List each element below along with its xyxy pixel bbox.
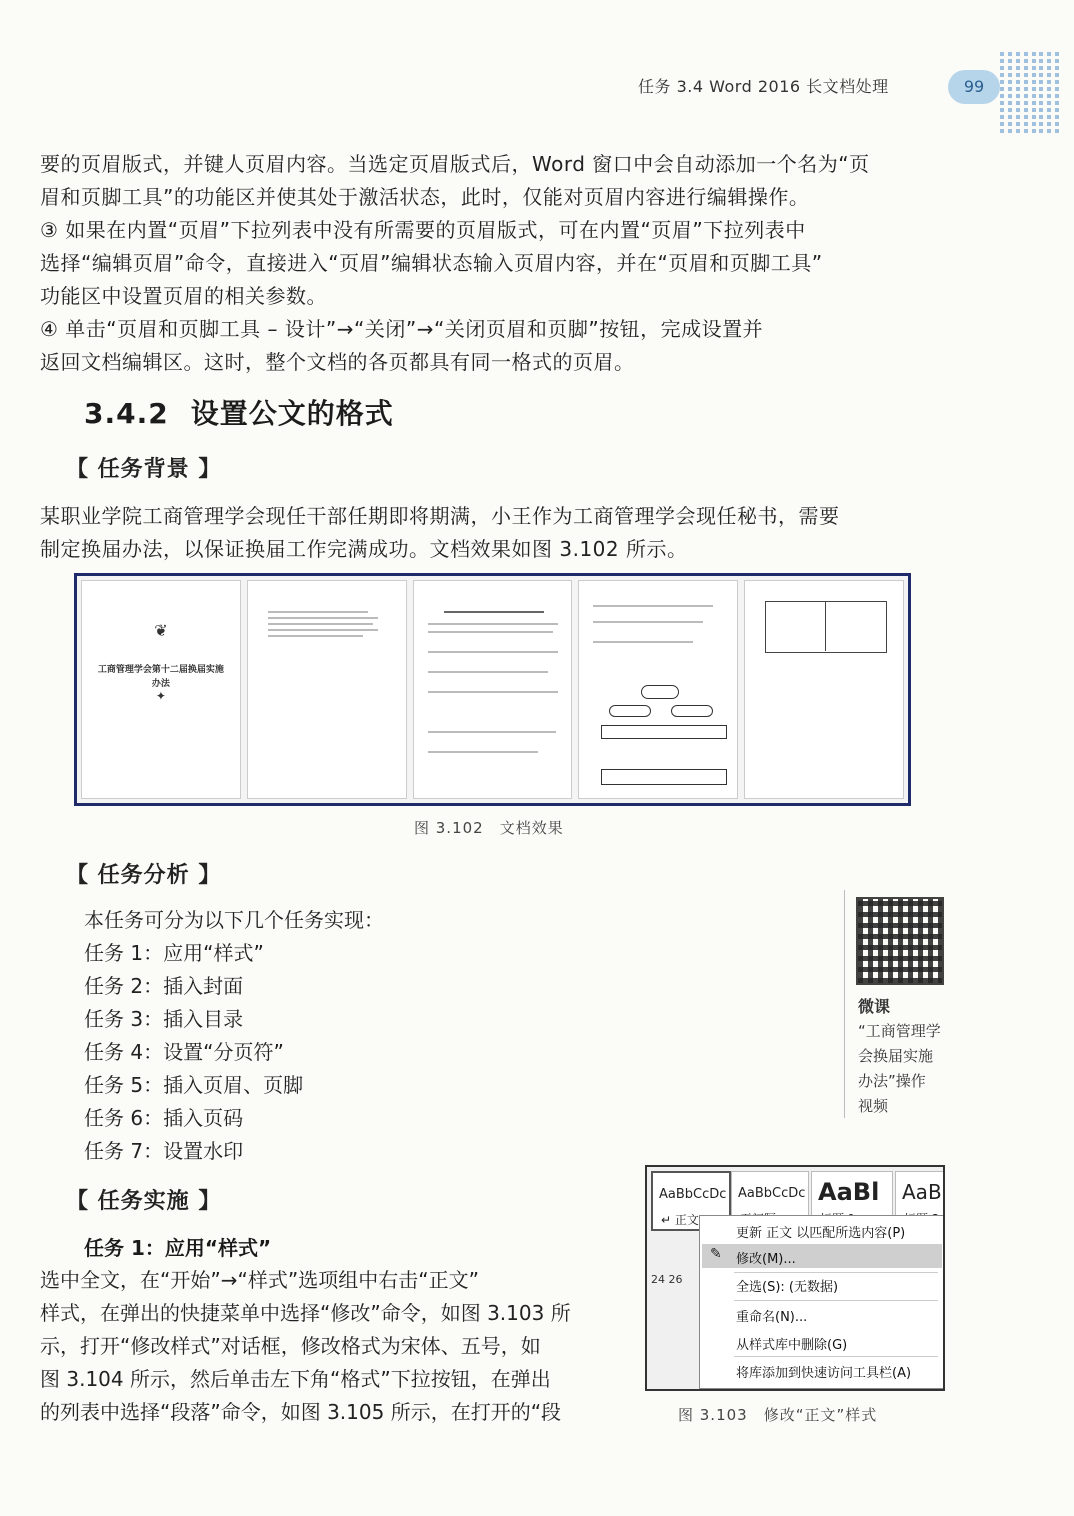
decorative-dot-grid (1000, 52, 1060, 126)
task-analysis-heading: 【 任务分析 】 (66, 863, 222, 888)
sidebar-divider (844, 890, 845, 1118)
menu-item-update[interactable]: 更新 正文 以匹配所选内容(P) (736, 1226, 906, 1241)
thumb-cover (81, 580, 241, 799)
list-item: 任务 3：插入目录 (84, 1007, 244, 1031)
task-background-heading: 【 任务背景 】 (66, 457, 222, 482)
figure-3-103-caption: 图 3.103 修改“正文”样式 (678, 1406, 878, 1424)
running-header: 任务 3.4 Word 2016 长文档处理 (638, 77, 889, 96)
page-number: 99 (948, 70, 1000, 104)
menu-item-rename[interactable]: 重命名(N)... (736, 1310, 808, 1325)
section-title: 3.4.2 设置公文的格式 (84, 397, 394, 430)
paragraph-4: 某职业学院工商管理学会现任干部任期即将期满，小王作为工商管理学会现任秘书，需要 制定换届办法，以保证换届工作完满成功。文档效果如图 3.102 所示。 (40, 504, 840, 561)
task-1-heading: 任务 1：应用“样式” (84, 1236, 272, 1260)
list-item: 任务 4：设置“分页符” (84, 1040, 284, 1064)
style-heading-1[interactable]: AaBl (811, 1171, 893, 1229)
cover-title: 工商管理学会第十二届换届实施办法 (97, 665, 224, 689)
qr-note: 微课 “工商管理学 会换届实施 办法”操作 视频 (858, 997, 941, 1115)
thumb-table (744, 580, 904, 799)
ornament-small-icon: ✦ (155, 689, 166, 703)
thumb-chart (578, 580, 738, 799)
menu-item-remove[interactable]: 从样式库中删除(G) (736, 1338, 848, 1353)
list-item: 任务 6：插入页码 (84, 1106, 244, 1130)
paragraph-3: ④ 单击“页眉和页脚工具 – 设计”→“关闭”→“关闭页眉和页脚”按钮，完成设置并 返回文档编辑区。这时，整个文档的各页都具有同一格式的页眉。 (40, 317, 764, 374)
paragraph-5: 选中全文，在“开始”→“样式”选项组中右击“正文” 样式，在弹出的快捷菜单中选择“修改”命令，如图 3.103 所 示，打开“修改样式”对话框，修改格式为宋体、五号，如 图 3.104 所示，然后单击左下角“格式”下拉按钮，在弹出 的列表中选择“段落”命令，如图 3.105 所示，在打开的“段 (40, 1268, 571, 1424)
task-implementation-heading: 【 任务实施 】 (66, 1189, 222, 1214)
list-item: 任务 7：设置水印 (84, 1139, 244, 1163)
list-item: 任务 2：插入封面 (84, 974, 244, 998)
qr-code[interactable] (856, 897, 944, 985)
figure-3-102-caption: 图 3.102 文档效果 (414, 819, 564, 837)
context-menu (699, 1215, 945, 1389)
figure-modify-style (645, 1165, 945, 1391)
menu-item-modify[interactable]: 修改(M)... (736, 1252, 796, 1267)
figure-document-effect (74, 573, 911, 806)
list-intro: 本任务可分为以下几个任务实现： (84, 908, 384, 932)
thumb-body (413, 580, 573, 799)
list-item: 任务 5：插入页眉、页脚 (84, 1073, 304, 1097)
style-no-spacing[interactable]: AaBbCcDc (731, 1171, 809, 1229)
menu-item-add-qat[interactable]: 将库添加到快速访问工具栏(A) (736, 1366, 912, 1381)
task-list (84, 904, 384, 1168)
paragraph-2: ③ 如果在内置“页眉”下拉列表中没有所需要的页眉版式，可在内置“页眉”下拉列表中 选择“编辑页眉”命令，直接进入“页眉”编辑状态输入页眉内容，并在“页眉和页脚工具” 功能区中设置页眉的相关参数。 (40, 218, 823, 308)
ornament-icon: ❦ (154, 621, 168, 640)
list-item: 任务 1：应用“样式” (84, 941, 264, 965)
thumb-toc (247, 580, 407, 799)
style-heading-2[interactable]: AaB (895, 1171, 945, 1229)
style-normal[interactable]: AaBbCcDc ↵ 正文 (651, 1171, 731, 1231)
modify-icon: ✎ (710, 1246, 722, 1262)
menu-item-select-all[interactable]: 全选(S): (无数据) (736, 1280, 839, 1295)
ruler: 24 26 (651, 1273, 683, 1286)
paragraph-1: 要的页眉版式，并键人页眉内容。当选定页眉版式后，Word 窗口中会自动添加一个名为“页 眉和页脚工具”的功能区并使其处于激活状态，此时，仅能对页眉内容进行编辑操作。 (40, 152, 870, 209)
